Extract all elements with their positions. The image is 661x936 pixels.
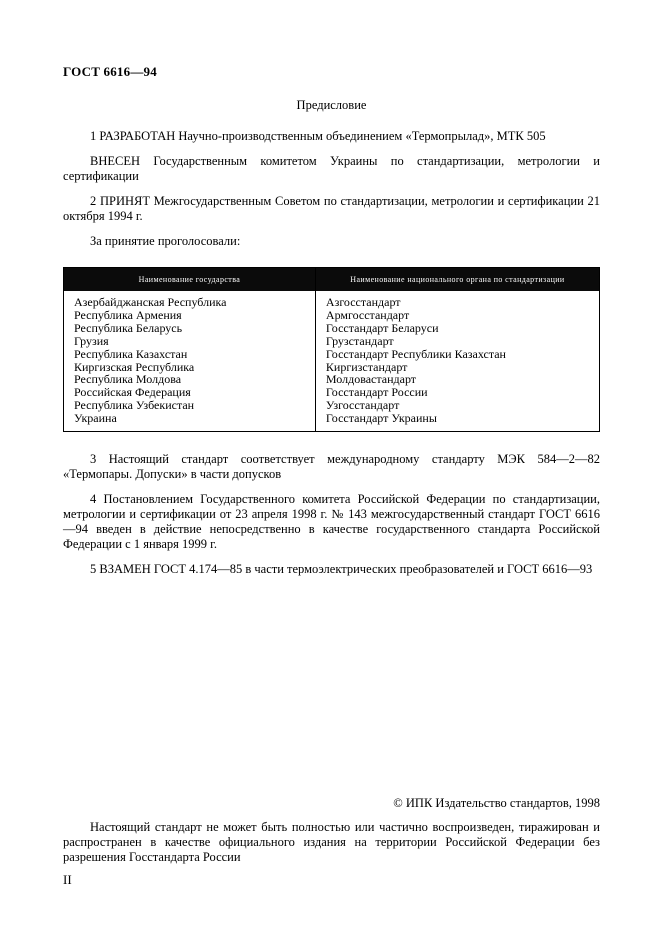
table-cell-state: Республика Казахстан — [74, 346, 188, 361]
reproduction-restriction-note: Настоящий стандарт не может быть полностью или частично воспроизведен, тиражирован и распространен в качестве официального издания на территории Российской Федерации без разрешения Госстандарта России — [63, 820, 600, 864]
table-row — [64, 412, 600, 431]
table-cell-state: Республика Молдова — [74, 372, 182, 387]
paragraph-correspondence: 3 Настоящий стандарт соответствует международному стандарту МЭК 584—2—82 «Термопары. Допуски» в части допусков — [63, 452, 600, 482]
table-cell-state: Украина — [74, 411, 117, 426]
table-cell-state: Российская Федерация — [74, 385, 191, 400]
page-title: Предисловие — [296, 98, 367, 112]
copyright-notice: © ИПК Издательство стандартов, 1998 — [393, 796, 600, 810]
paragraph-enactment: 4 Постановлением Государственного комитета Российской Федерации по стандартизации, метрологии и сертификации от 23 апреля 1998 г. № 143 межгосударственный стандарт ГОСТ 6616—94 введен в действие непосредственно в качестве государственного стандарта Российской Федерации с 1 января 1999 г. — [63, 492, 600, 552]
table-row — [64, 309, 600, 322]
table-row — [64, 291, 600, 309]
table-cell-body: Азгосстандарт — [315, 291, 599, 309]
table-cell-state: Республика Узбекистан — [74, 398, 195, 413]
table-row — [64, 335, 600, 348]
table-header-row — [64, 268, 600, 292]
table-cell-body: Армгосстандарт — [315, 309, 599, 322]
table-cell-state: Азербайджанская Республика — [74, 295, 227, 309]
table-header-body: Наименование национального органа по стандартизации — [315, 268, 599, 292]
paragraph-accepted: 2 ПРИНЯТ Межгосударственным Советом по стандартизации, метрологии и сертификации 21 октября 1994 г. — [63, 194, 600, 223]
paragraph-replaces: 5 ВЗАМЕН ГОСТ 4.174—85 в части термоэлектрических преобразователей и ГОСТ 6616—93 — [90, 562, 593, 577]
table-cell-state: Республика Беларусь — [74, 320, 183, 335]
table-cell-body: Грузстандарт — [315, 335, 599, 348]
page-number: II — [63, 872, 72, 887]
voting-table — [63, 267, 600, 432]
table-cell-body: Киргизстандарт — [315, 361, 599, 374]
document-number: ГОСТ 6616—94 — [63, 64, 157, 79]
table-cell-state: Киргизская Республика — [74, 359, 195, 374]
table-cell-body: Госстандарт Украины — [315, 412, 599, 431]
table-row — [64, 322, 600, 335]
paragraph-submitted: ВНЕСЕН Государственным комитетом Украины по стандартизации, метрологии и сертификации — [63, 154, 600, 183]
table-cell-body: Узгосстандарт — [315, 399, 599, 412]
table-cell-body: Госстандарт России — [315, 386, 599, 399]
table-cell-body: Молдовастандарт — [315, 373, 599, 386]
paragraph-developed: 1 РАЗРАБОТАН Научно-производственным объединением «Термопрылад», МТК 505 — [90, 129, 546, 143]
table-cell-body: Госстандарт Республики Казахстан — [315, 348, 599, 361]
paragraph-voting-intro: За принятие проголосовали: — [90, 234, 241, 248]
table-header-state: Наименование государства — [64, 268, 316, 292]
table-cell-body: Госстандарт Беларуси — [315, 322, 599, 335]
table-cell-state: Грузия — [74, 333, 109, 348]
table-row — [64, 348, 600, 361]
table-cell-state: Республика Армения — [74, 307, 182, 322]
